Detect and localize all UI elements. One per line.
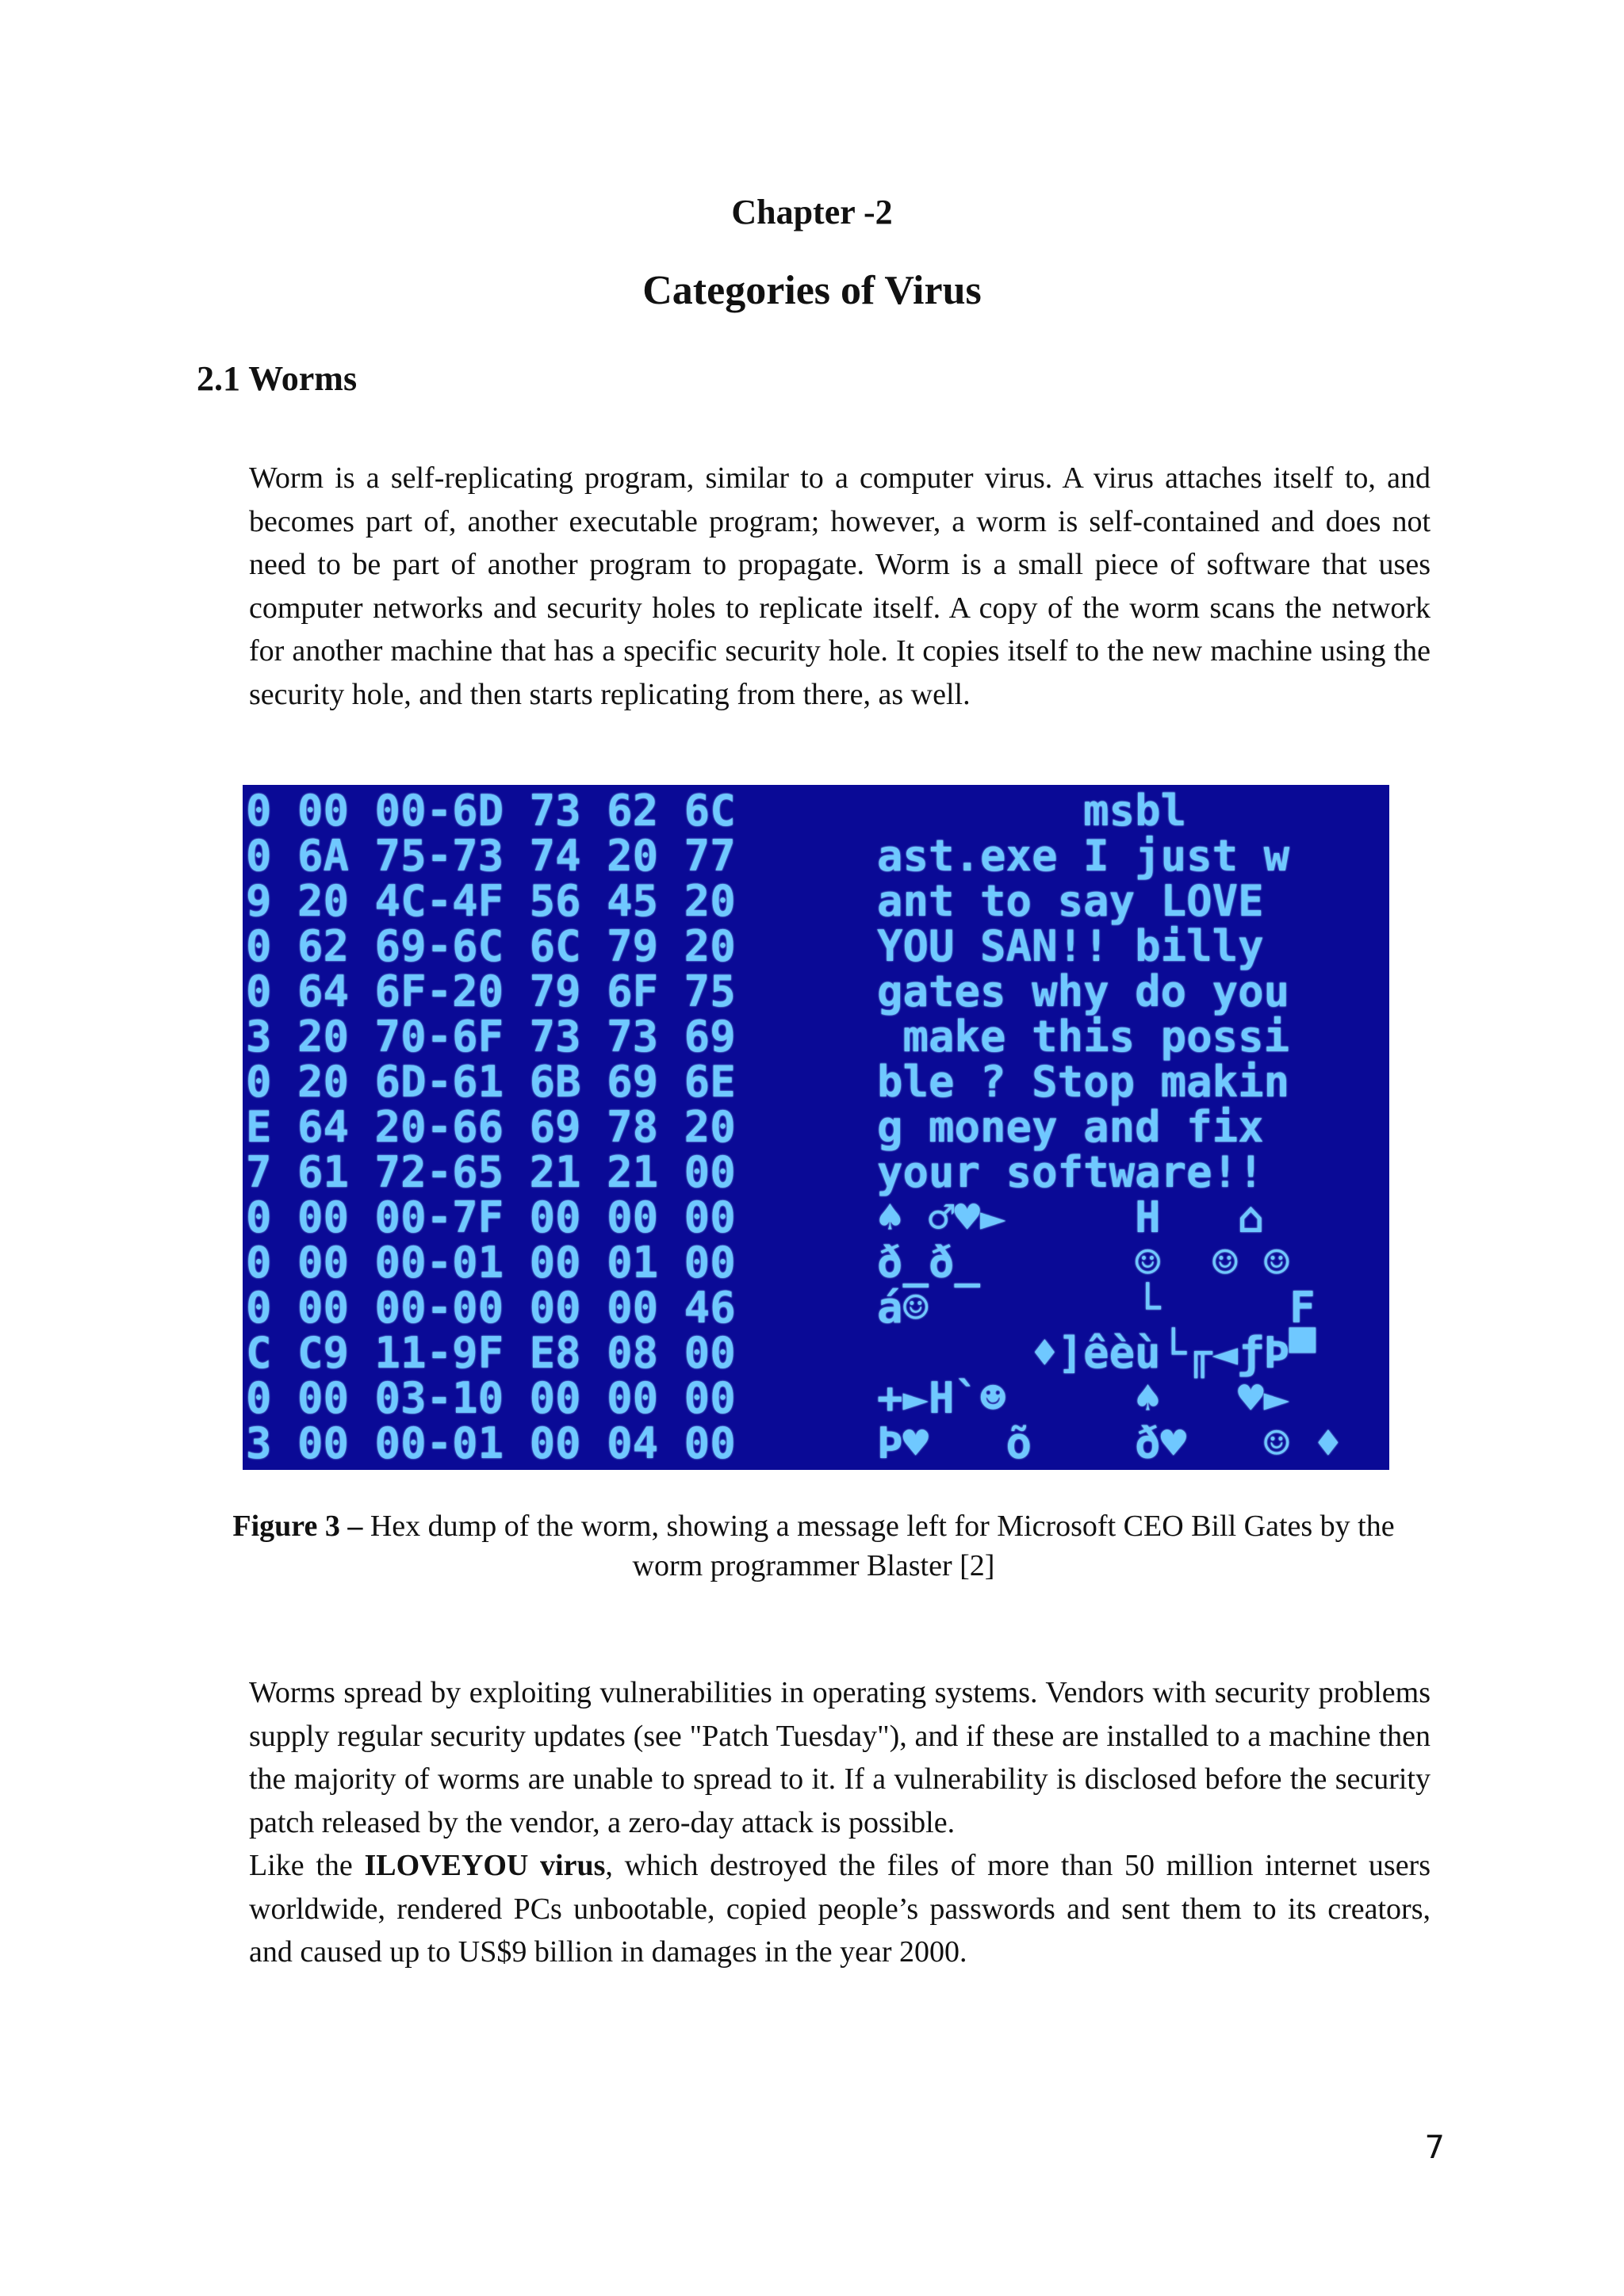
hex-dump-ascii: msbl (877, 786, 1187, 836)
hex-dump-ascii: ble ? Stop makin (877, 1057, 1290, 1107)
hex-dump-bytes: 0 20 6D-61 6B 69 6E (246, 1057, 736, 1107)
section-heading: 2.1 Worms (197, 359, 358, 398)
paragraph-iloveyou (249, 1844, 1431, 1974)
hex-dump-row (243, 1418, 1389, 1468)
iloveyou-virus-name: ILOVEYOU virus (364, 1849, 606, 1882)
paragraph-worm-spread: Worms spread by exploiting vulnerabilities in operating systems. Vendors with security problems supply regular security updates (see "Patch Tuesday"), and if these are installed to a machine then the majority of worms are unable to spread to it. If a vulnerability is disclosed before the security patch released by the vendor, a zero-day attack is possible. (249, 1676, 1431, 1839)
hex-dump-ascii: ast.exe I just w (877, 831, 1290, 881)
hex-dump-bytes: C C9 11-9F E8 08 00 (246, 1328, 736, 1378)
hex-dump-ascii: g money and fix (877, 1102, 1264, 1152)
paragraph-iloveyou-rest: , which destroyed the files of more than 50 million internet users worldwide, rendered PCs unbootable, copied people’s passwords and sent them to its creators, and caused up to US$9 billion in damages in the year 2000. (249, 1849, 1431, 1969)
hex-dump-ascii: +►H`☻ ♠ ♥► (877, 1373, 1290, 1423)
hex-dump-bytes: 0 6A 75-73 74 20 77 (246, 831, 736, 881)
hex-dump-ascii: YOU SAN!! billy (877, 921, 1264, 971)
figure-caption-text: Hex dump of the worm, showing a message left for Microsoft CEO Bill Gates by the worm programmer Blaster [2] (362, 1510, 1395, 1582)
hex-dump-bytes: 0 00 03-10 00 00 00 (246, 1373, 736, 1423)
hex-dump-ascii: your software!! (877, 1147, 1264, 1197)
hex-dump-bytes: 0 00 00-01 00 01 00 (246, 1238, 736, 1288)
hex-dump-bytes: 9 20 4C-4F 56 45 20 (246, 876, 736, 926)
hex-dump-row (243, 1238, 1389, 1288)
hex-dump-row (243, 966, 1389, 1016)
hex-dump-row (243, 1373, 1389, 1423)
figure-caption (203, 1506, 1424, 1586)
hex-dump-bytes: 0 00 00-6D 73 62 6C (246, 786, 736, 836)
hex-dump-bytes: 3 00 00-01 00 04 00 (246, 1418, 736, 1468)
hex-dump-row (243, 831, 1389, 881)
hex-dump-row (243, 1012, 1389, 1062)
hex-dump-ascii: á☺ └ F (877, 1283, 1316, 1333)
hex-dump-bytes: E 64 20-66 69 78 20 (246, 1102, 736, 1152)
page-number: 7 (1424, 2130, 1445, 2166)
hex-dump-figure (243, 785, 1389, 1470)
chapter-title: Categories of Virus (642, 268, 982, 313)
hex-dump-ascii: ♠ ♂♥► H ⌂ (877, 1192, 1264, 1242)
hex-dump-bytes: 0 62 69-6C 6C 79 20 (246, 921, 736, 971)
hex-dump-ascii: ♦]êèù└╓◄ƒÞ▀ (877, 1328, 1316, 1378)
hex-dump-bytes: 0 00 00-00 00 00 46 (246, 1283, 736, 1333)
hex-dump-ascii: ð_ð_ ☺ ☺ ☺ (877, 1238, 1290, 1288)
chapter-label: Chapter -2 (731, 193, 893, 232)
hex-dump-bytes: 0 00 00-7F 00 00 00 (246, 1192, 736, 1242)
hex-dump-ascii: Þ♥ õ ð♥ ☺ ♦ (877, 1418, 1342, 1468)
figure-caption-label: Figure 3 – (232, 1510, 363, 1543)
hex-dump-bytes: 3 20 70-6F 73 73 69 (246, 1012, 736, 1062)
hex-dump-ascii: gates why do you (877, 966, 1290, 1016)
hex-dump-row (243, 1147, 1389, 1197)
hex-dump-row (243, 1192, 1389, 1242)
paragraph-worm-definition: Worm is a self-replicating program, similar to a computer virus. A virus attaches itself to, and becomes part of, another executable program; however, a worm is self-contained and does not need to be part of another program to propagate. Worm is a small piece of software that uses computer networks and security holes to replicate itself. A copy of the worm scans the network for another machine that has a specific security hole. It copies itself to the new machine using the security hole, and then starts replicating from there, as well. (249, 461, 1431, 711)
paragraph-iloveyou-lead: Like the (249, 1849, 365, 1882)
hex-dump-bytes: 0 64 6F-20 79 6F 75 (246, 966, 736, 1016)
hex-dump-row (243, 1104, 1389, 1150)
hex-dump-row (243, 878, 1389, 924)
hex-dump-ascii: make this possi (877, 1012, 1290, 1062)
hex-dump-row (243, 1057, 1389, 1107)
hex-dump-ascii: ant to say LOVE (877, 876, 1264, 926)
hex-dump-row (243, 786, 1389, 836)
hex-dump-row (243, 1283, 1389, 1333)
hex-dump-bytes: 7 61 72-65 21 21 00 (246, 1147, 736, 1197)
hex-dump-row (243, 921, 1389, 971)
hex-dump-row (243, 1330, 1389, 1376)
